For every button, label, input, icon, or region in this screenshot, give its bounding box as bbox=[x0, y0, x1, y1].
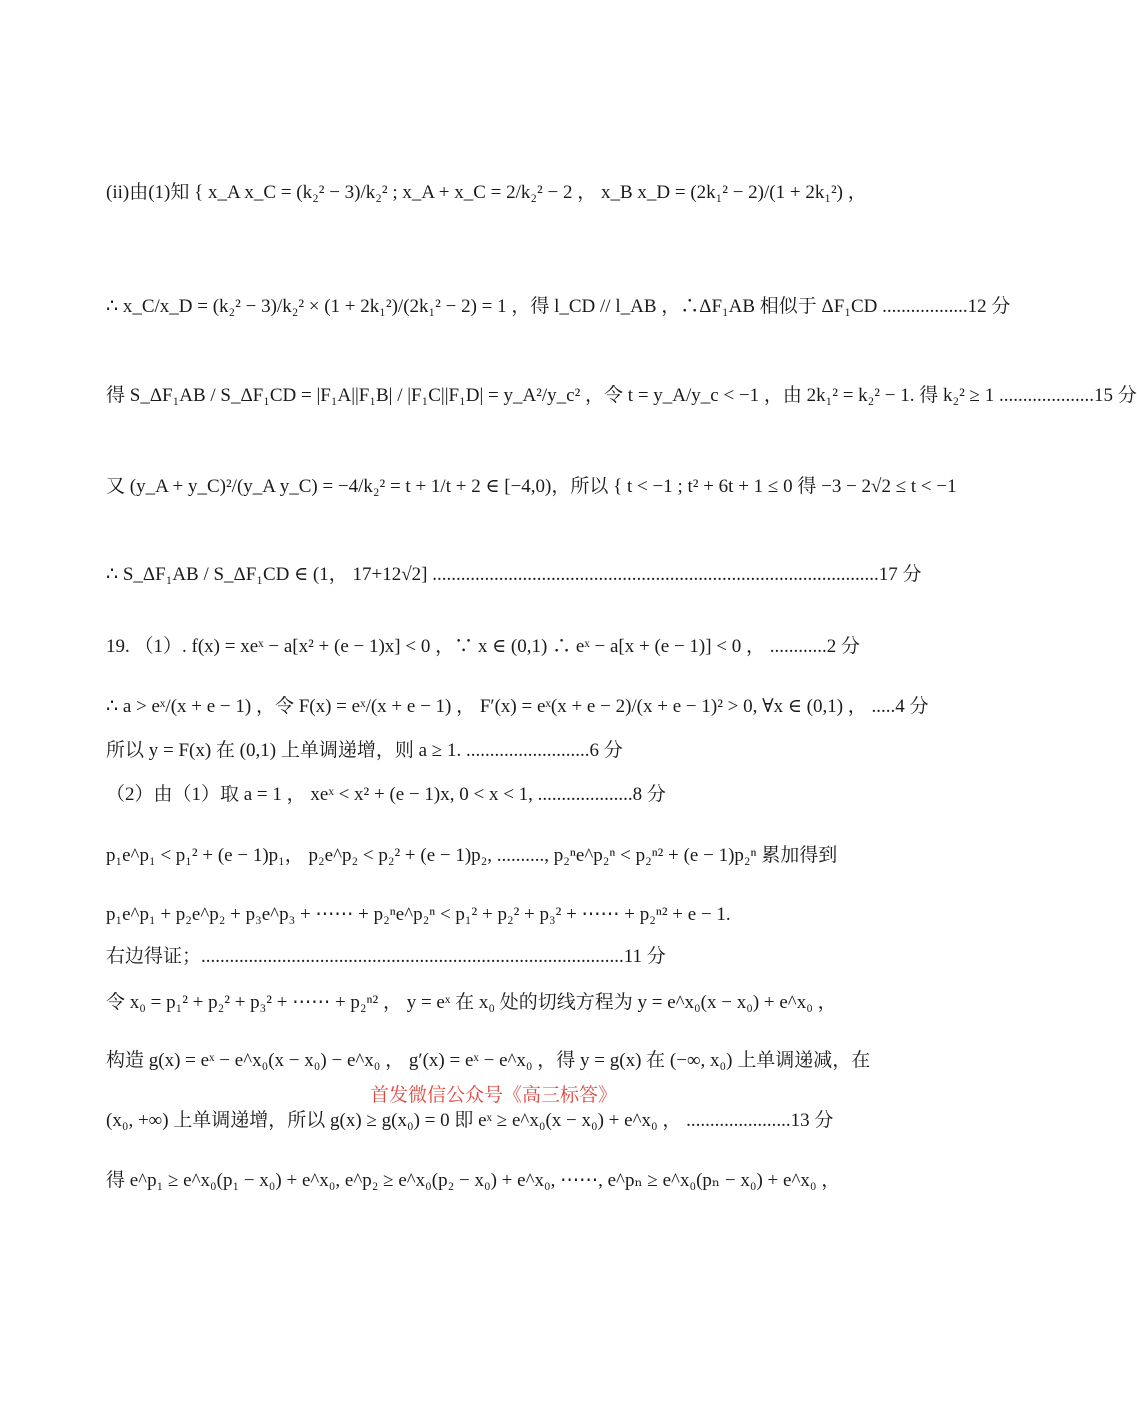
line-a-bound: ∴ a > eˣ/(x + e − 1) ，令 F(x) = eˣ/(x + e − 1) ， F′(x) = eˣ(x + e − 2)/(x + e − 1)² > 0, ∀x ∈ (0,1) ， .....4 分 bbox=[106, 696, 929, 717]
line-t-range: 又 (y_A + y_C)²/(y_A y_C) = −4/k₂² = t + 1/t + 2 ∈ [−4,0)，所以 { t < −1 ; t² + 6t + 1 ≤ 0 得 −3 − 2√2 ≤ t < −1 bbox=[106, 476, 957, 497]
line-sum: p₁e^p₁ + p₂e^p₂ + p₃e^p₃ + ⋯⋯ + p₂ⁿe^p₂ⁿ < p₁² + p₂² + p₃² + ⋯⋯ + p₂ⁿ² + e − 1. bbox=[106, 904, 731, 925]
line-g-increase: (x₀, +∞) 上单调递增，所以 g(x) ≥ g(x₀) = 0 即 eˣ ≥ e^x₀(x − x₀) + e^x₀ ， ......................13 分 bbox=[106, 1110, 834, 1131]
line-exp-inequalities: 得 e^p₁ ≥ e^x₀(p₁ − x₀) + e^x₀, e^p₂ ≥ e^x₀(p₂ − x₀) + e^x₀, ⋯⋯, e^pₙ ≥ e^x₀(pₙ − x₀) + e^x₀ ， bbox=[106, 1170, 841, 1191]
line-19-part1: 19. （1）. f(x) = xeˣ − a[x² + (e − 1)x] < 0 ，∵ x ∈ (0,1) ∴ eˣ − a[x + (e − 1)] < 0 ， ............2 分 bbox=[106, 636, 861, 657]
watermark: 首发微信公众号《高三标答》 bbox=[370, 1084, 618, 1106]
line-right-proved: 右边得证；.........................................................................................11 分 bbox=[106, 946, 666, 967]
line-inequalities: p₁e^p₁ < p₁² + (e − 1)p₁， p₂e^p₂ < p₂² + (e − 1)p₂, .........., p₂ⁿe^p₂ⁿ < p₂ⁿ² + (e − 1)p₂ⁿ 累加得到 bbox=[106, 845, 838, 866]
line-area-range: ∴ S_ΔF₁AB / S_ΔF₁CD ∈ (1， 17+12√2] ..............................................................................................17 分 bbox=[106, 564, 922, 585]
line-ratio-parallel: ∴ x_C/x_D = (k₂² − 3)/k₂² × (1 + 2k₁²)/(2k₁² − 2) = 1 ，得 l_CD // l_AB ，∴ΔF₁AB 相似于 ΔF₁CD ..................12 分 bbox=[106, 296, 1011, 317]
line-19-part2: （2）由（1）取 a = 1 ， xeˣ < x² + (e − 1)x, 0 < x < 1, ....................8 分 bbox=[106, 784, 666, 805]
line-tangent: 令 x₀ = p₁² + p₂² + p₃² + ⋯⋯ + p₂ⁿ² ， y = eˣ 在 x₀ 处的切线方程为 y = e^x₀(x − x₀) + e^x₀ ， bbox=[106, 992, 837, 1013]
line-ii-system: (ii)由(1)知 { x_A x_C = (k₂² − 3)/k₂² ; x_A + x_C = 2/k₂² − 2 ， x_B x_D = (2k₁² − 2)/(1 + 2k₁²) ， bbox=[106, 182, 867, 203]
line-area-ratio: 得 S_ΔF₁AB / S_ΔF₁CD = |F₁A||F₁B| / |F₁C||F₁D| = y_A²/y_c² ，令 t = y_A/y_c < −1 ，由 2k₁² = k₂² − 1. 得 k₂² ≥ 1 ....................15 分 bbox=[106, 385, 1137, 406]
line-construct-g: 构造 g(x) = eˣ − e^x₀(x − x₀) − e^x₀ ， g′(x) = eˣ − e^x₀ ，得 y = g(x) 在 (−∞, x₀) 上单调递减，在 bbox=[106, 1050, 871, 1071]
line-monotone: 所以 y = F(x) 在 (0,1) 上单调递增，则 a ≥ 1. ..........................6 分 bbox=[106, 740, 623, 761]
